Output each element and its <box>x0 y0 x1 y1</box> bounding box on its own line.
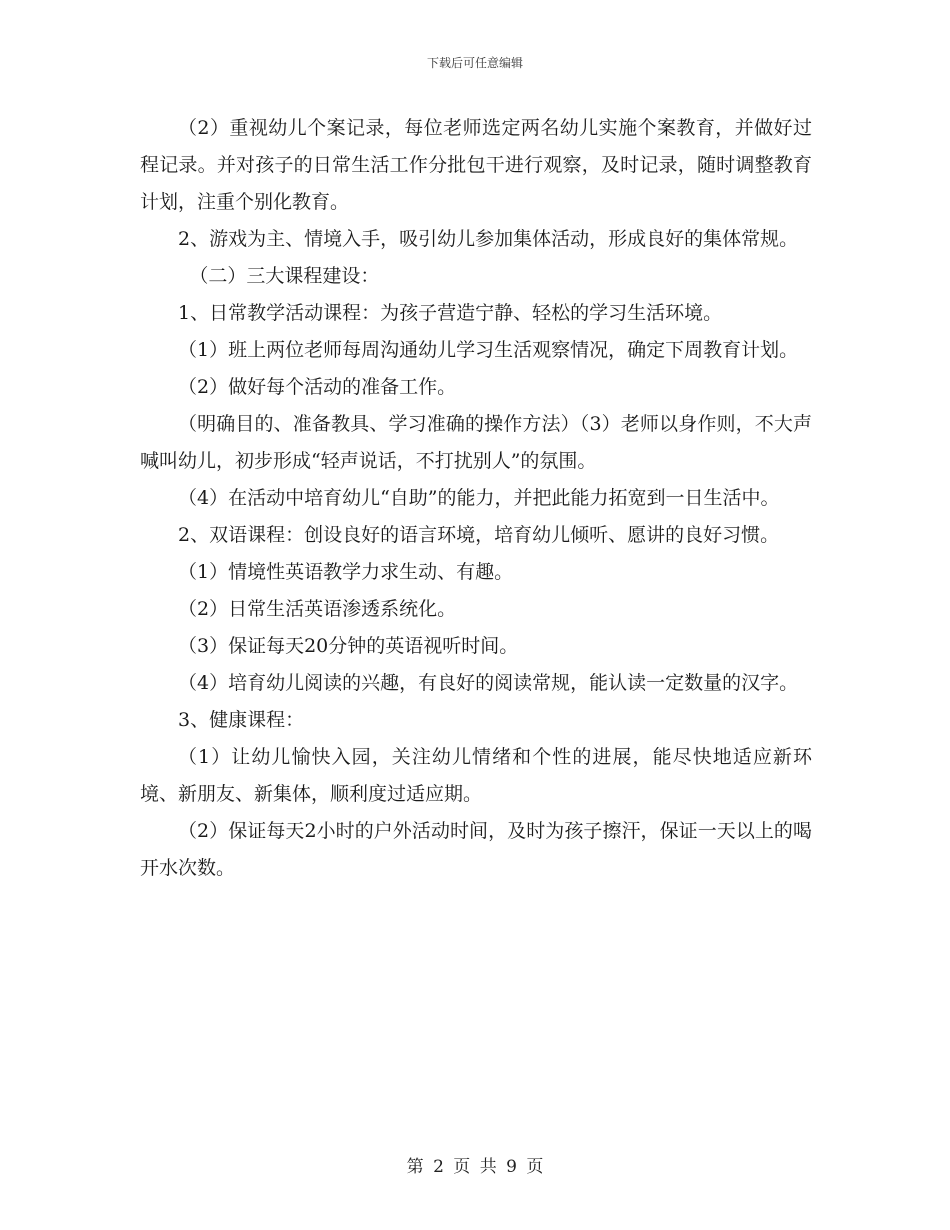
paragraph: 1、日常教学活动课程：为孩子营造宁静、轻松的学习生活环境。 <box>178 302 723 324</box>
page-number: 第 2 页 共 9 页 <box>406 1157 544 1177</box>
paragraph: （2）日常生活英语渗透系统化。 <box>178 598 457 620</box>
paragraph: （3）保证每天20分钟的英语视听时间。 <box>178 635 519 657</box>
paragraph: 3、健康课程： <box>178 709 305 731</box>
paragraph: （2）做好每个活动的准备工作。 <box>178 376 457 398</box>
document-body <box>140 110 812 887</box>
paragraph: （1）情境性英语教学力求生动、有趣。 <box>178 561 514 583</box>
page-header: 下载后可任意编辑 <box>426 56 523 70</box>
paragraph: （4）在活动中培育幼儿“自助”的能力，并把此能力拓宽到一日生活中。 <box>178 487 780 509</box>
paragraph: （1）让幼儿愉快入园，关注幼儿情绪和个性的进展，能尽快地适应新环境、新朋友、新集体，顺利度过适应期。 <box>140 746 812 805</box>
section-heading: （二）三大课程建设： <box>189 265 380 287</box>
paragraph: 2、双语课程：创设良好的语言环境，培育幼儿倾听、愿讲的良好习惯。 <box>178 524 780 546</box>
paragraph: 2、游戏为主、情境入手，吸引幼儿参加集体活动，形成良好的集体常规。 <box>178 228 799 250</box>
paragraph: （2）保证每天2小时的户外活动时间，及时为孩子擦汗，保证一天以上的喝开水次数。 <box>140 820 812 879</box>
paragraph: （2）重视幼儿个案记录，每位老师选定两名幼儿实施个案教育，并做好过程记录。并对孩子的日常生活工作分批包干进行观察，及时记录，随时调整教育计划，注重个别化教育。 <box>140 117 812 213</box>
paragraph: （4）培育幼儿阅读的兴趣，有良好的阅读常规，能认读一定数量的汉字。 <box>178 672 799 694</box>
paragraph: （明确目的、准备教具、学习准确的操作方法）（3）老师以身作则，不大声喊叫幼儿，初步形成“轻声说话，不打扰别人”的氛围。 <box>140 413 812 472</box>
paragraph: （1）班上两位老师每周沟通幼儿学习生活观察情况，确定下周教育计划。 <box>178 339 799 361</box>
